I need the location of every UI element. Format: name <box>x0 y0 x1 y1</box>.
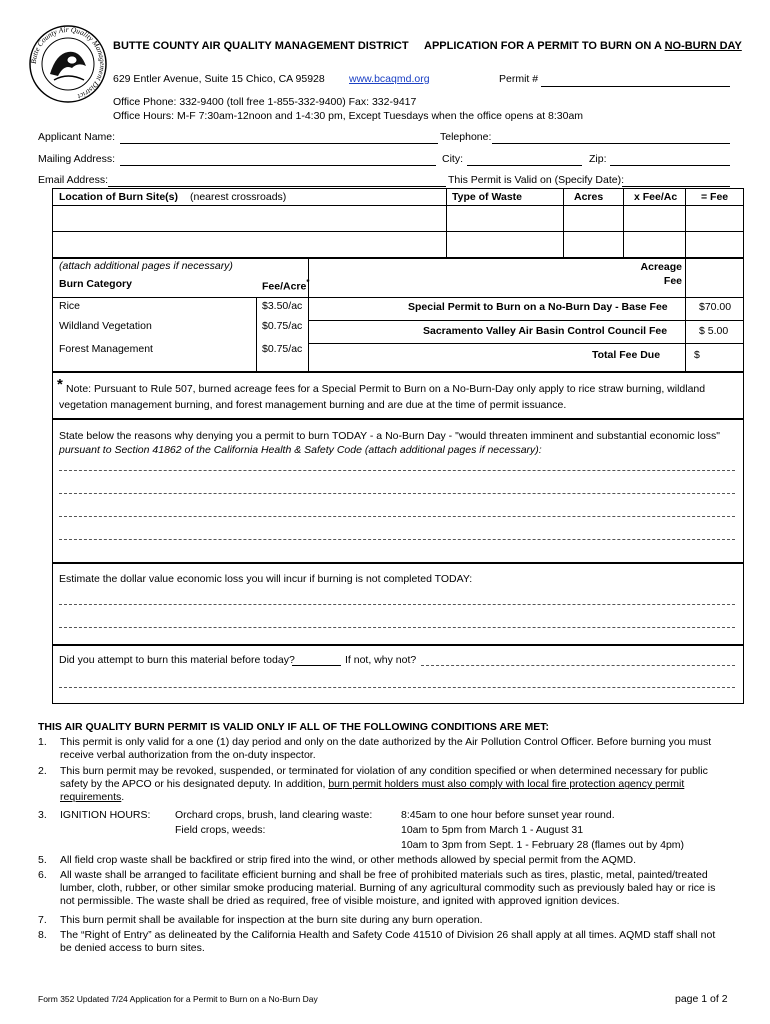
col-acres: Acres <box>574 191 604 203</box>
council-fee-value: $ 5.00 <box>699 325 729 337</box>
office-phone: Office Phone: 332-9400 (toll free 1-855-332-9400) Fax: 332-9417 <box>113 96 417 108</box>
svg-text:Butte County Air Quality Manag: Butte County Air Quality Management District <box>28 24 108 102</box>
base-fee-value: $70.00 <box>699 301 732 313</box>
condition-3-num: 3. <box>38 809 47 821</box>
note-line-2: vegetation management burning, and forest management burning and are due at the time of permit issuance. <box>59 399 567 411</box>
field-crops-hours-1: 10am to 5pm from March 1 - August 31 <box>401 824 584 836</box>
attach-note: (attach additional pages if necessary) <box>59 260 233 272</box>
orchard-crops-label: Orchard crops, brush, land clearing waste: <box>175 809 373 821</box>
mailing-address-field[interactable] <box>120 165 436 166</box>
condition-8: 8. The “Right of Entry” as delineated by the California Health and Safety Code 41510 of Division 26 shall apply at all times. AQMD staff shall not be denied access to burn sites. <box>38 929 716 955</box>
total-fee-value[interactable]: $ <box>694 349 700 361</box>
fee-forest: $0.75/ac <box>262 343 303 355</box>
burn-category-header: Burn Category <box>59 278 132 290</box>
col-waste: Type of Waste <box>452 191 523 203</box>
loss-prompt: Estimate the dollar value economic loss you will incur if burning is not completed TODAY: <box>59 573 473 585</box>
reasons-prompt: State below the reasons why denying you a permit to burn TODAY - a No-Burn Day - "would threaten imminent and substantial economic loss" <box>59 430 720 442</box>
telephone-label: Telephone: <box>440 131 492 143</box>
permit-number-label: Permit # <box>499 73 539 85</box>
why-not-field[interactable] <box>421 665 735 666</box>
form-footer: Form 352 Updated 7/24 Application for a Permit to Burn on a No-Burn Day <box>38 994 318 1004</box>
applicant-name-field[interactable] <box>120 143 438 144</box>
telephone-field[interactable] <box>492 143 730 144</box>
total-fee-label: Total Fee Due <box>592 349 661 361</box>
zip-field[interactable] <box>610 165 730 166</box>
city-label: City: <box>442 153 463 165</box>
condition-6: 6. All waste shall be arranged to facilitate efficient burning and shall be free of prohibited materials such as tires, plastic, metal, painted/treated lumber, cloth, rubber, or other similar smoke producing material. Burning of any agricultural commodity such as previously baled hay or rice is not permissible. The waste shall be dried as required, free of visible moisture, and ignited with approved ignition devices. <box>38 869 716 908</box>
ignition-hours-label: IGNITION HOURS: <box>60 809 151 821</box>
mailing-address-label: Mailing Address: <box>38 153 116 165</box>
council-fee-label: Sacramento Valley Air Basin Control Council Fee <box>423 325 668 337</box>
city-field[interactable] <box>467 165 582 166</box>
category-wildland: Wildland Vegetation <box>59 320 152 332</box>
condition-2: 2. This burn permit may be revoked, suspended, or terminated for violation of any condition specified or when determined necessary for public safety by the APCO or his designated deputy. In addition, burn permit holders must also comply with local fire protection agency permit requirements. <box>38 765 708 804</box>
condition-5: 5. All field crop waste shall be backfired or strip fired into the wind, or other methods allowed by special permit from the AQMD. <box>38 854 637 866</box>
attempt-answer-field[interactable] <box>292 665 341 666</box>
fee-acre-header: Fee/Acre* <box>262 278 310 293</box>
form-title: APPLICATION FOR A PERMIT TO BURN ON A NO-BURN DAY <box>424 40 742 52</box>
category-rice: Rice <box>59 300 81 312</box>
email-label: Email Address: <box>38 174 109 186</box>
category-forest: Forest Management <box>59 343 153 355</box>
why-not-line[interactable] <box>59 687 735 688</box>
conditions-heading: THIS AIR QUALITY BURN PERMIT IS VALID ONLY IF ALL OF THE FOLLOWING CONDITIONS ARE MET: <box>38 721 550 733</box>
col-location: Location of Burn Site(s) <box>59 191 178 203</box>
valid-date-label: This Permit is Valid on (Specify Date): <box>448 174 625 186</box>
agency-name: BUTTE COUNTY AIR QUALITY MANAGEMENT DISTRICT <box>113 40 409 52</box>
fee-wildland: $0.75/ac <box>262 320 303 332</box>
col-fee: = Fee <box>701 191 729 203</box>
reasons-line[interactable] <box>59 493 735 494</box>
field-crops-label: Field crops, weeds: <box>175 824 266 836</box>
office-hours: Office Hours: M-F 7:30am-12noon and 1-4:30 pm, Except Tuesdays when the office opens at 8:30am <box>113 110 584 122</box>
valid-date-field[interactable] <box>622 186 730 187</box>
loss-line[interactable] <box>59 604 735 605</box>
reasons-line[interactable] <box>59 470 735 471</box>
agency-address: 629 Entler Avenue, Suite 15 Chico, CA 95928 <box>113 73 325 85</box>
condition-1: 1. This permit is only valid for a one (1) day period and only on the date authorized by the Air Pollution Control Officer. Before burning you must receive verbal authorization from the on-duty inspector. <box>38 736 712 762</box>
fee-rice: $3.50/ac <box>262 300 303 312</box>
acreage-fee-label: Acreage Fee <box>640 261 682 287</box>
reasons-line[interactable] <box>59 539 735 540</box>
col-fee-ac: x Fee/Ac <box>634 191 678 203</box>
website-link[interactable]: www.bcaqmd.org <box>349 73 430 85</box>
note-box <box>52 372 744 419</box>
applicant-name-label: Applicant Name: <box>38 131 116 143</box>
attempt-question: Did you attempt to burn this material before today? <box>59 654 295 666</box>
note-line-1: Note: Pursuant to Rule 507, burned acreage fees for a Special Permit to Burn on a No-Burn-Day only apply to rice straw burning, wildland <box>66 383 706 395</box>
col-location-note: (nearest crossroads) <box>190 191 287 203</box>
seal-graphic <box>28 24 108 104</box>
reasons-line[interactable] <box>59 516 735 517</box>
why-not-label: If not, why not? <box>345 654 417 666</box>
district-seal-logo <box>28 24 108 104</box>
loss-line[interactable] <box>59 627 735 628</box>
zip-label: Zip: <box>589 153 607 165</box>
page-number: page 1 of 2 <box>675 993 728 1005</box>
permit-number-field[interactable] <box>541 86 730 87</box>
base-fee-label: Special Permit to Burn on a No-Burn Day - Base Fee <box>408 301 668 313</box>
email-field[interactable] <box>108 186 446 187</box>
orchard-crops-hours: 8:45am to one hour before sunset year round. <box>401 809 615 821</box>
note-asterisk: * <box>57 376 63 393</box>
field-crops-hours-2: 10am to 3pm from Sept. 1 - February 28 (flames out by 4pm) <box>401 839 685 851</box>
reasons-prompt-2: pursuant to Section 41862 of the California Health & Safety Code (attach additional pages if necessary): <box>59 444 542 456</box>
condition-7: 7. This burn permit shall be available for inspection at the burn site during any burn operation. <box>38 914 483 926</box>
